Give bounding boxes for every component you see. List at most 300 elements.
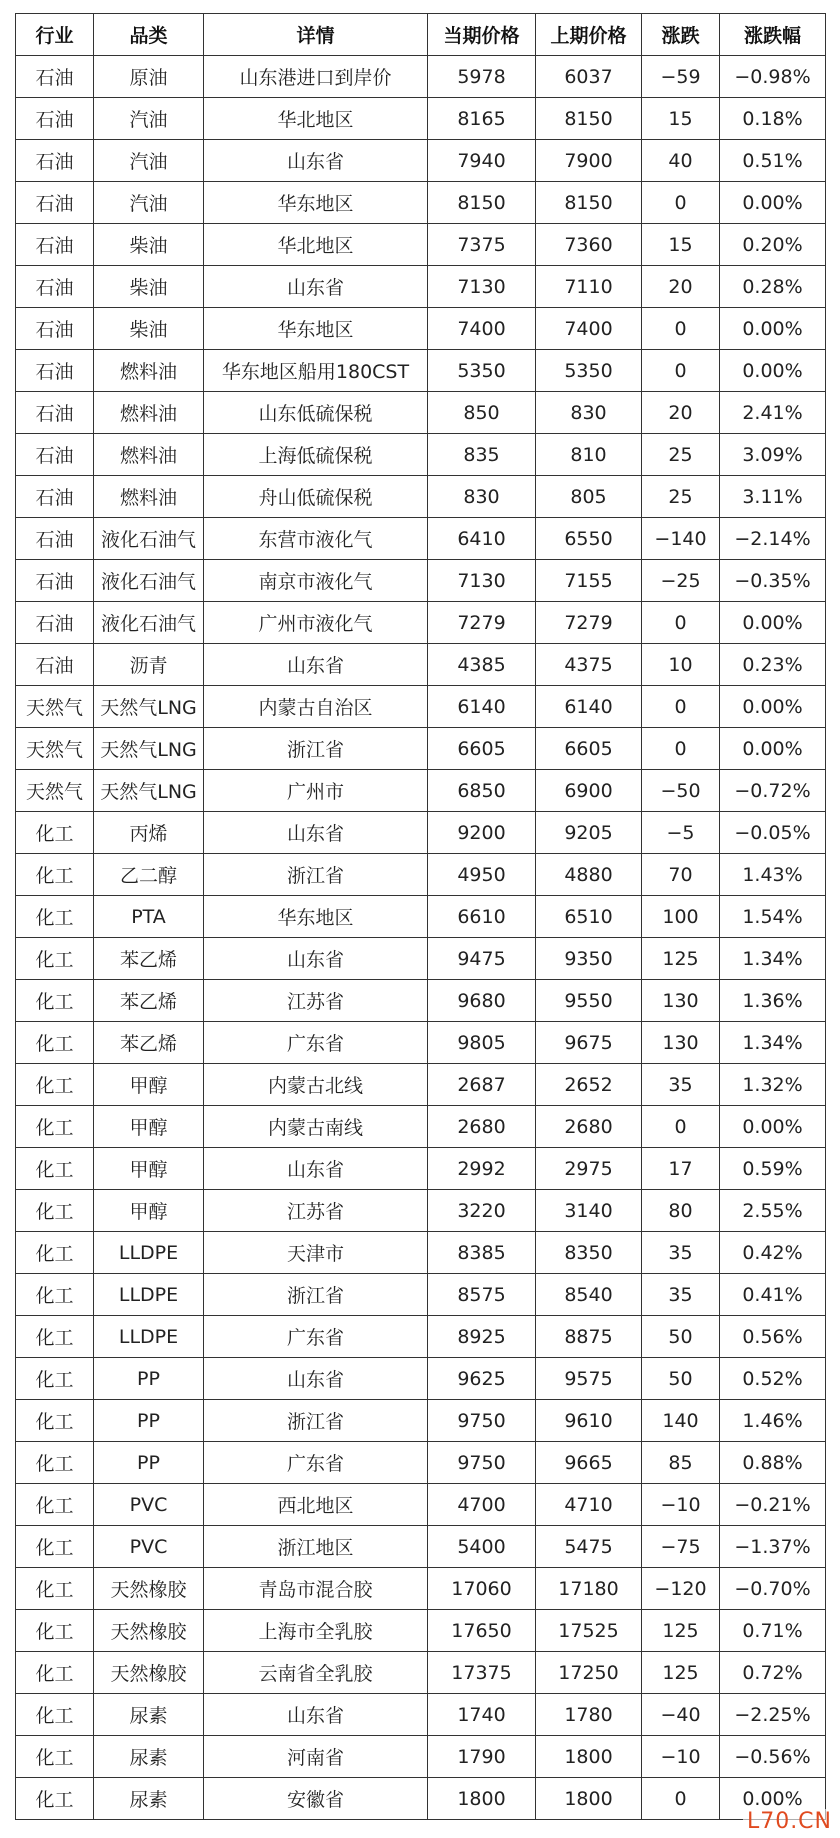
- table-row: [16, 1484, 826, 1526]
- cell-industry: 石油: [16, 182, 94, 224]
- cell-current-price: 4385: [428, 644, 536, 686]
- cell-current-price: 5978: [428, 56, 536, 98]
- cell-previous-price: 4710: [536, 1484, 642, 1526]
- cell-category: 苯乙烯: [94, 980, 204, 1022]
- cell-change: 100: [642, 896, 720, 938]
- cell-category: 柴油: [94, 308, 204, 350]
- cell-change-percent: 0.00%: [720, 308, 826, 350]
- cell-change-percent: 0.42%: [720, 1232, 826, 1274]
- cell-current-price: 835: [428, 434, 536, 476]
- cell-industry: 化工: [16, 1064, 94, 1106]
- cell-previous-price: 2975: [536, 1148, 642, 1190]
- cell-category: 苯乙烯: [94, 938, 204, 980]
- table-row: [16, 1022, 826, 1064]
- table-row: [16, 896, 826, 938]
- cell-industry: 化工: [16, 1358, 94, 1400]
- table-row: [16, 224, 826, 266]
- table-row: [16, 98, 826, 140]
- cell-category: LLDPE: [94, 1316, 204, 1358]
- cell-current-price: 9680: [428, 980, 536, 1022]
- cell-current-price: 9750: [428, 1400, 536, 1442]
- cell-detail: 云南省全乳胶: [204, 1652, 428, 1694]
- cell-previous-price: 8350: [536, 1232, 642, 1274]
- table-row: [16, 602, 826, 644]
- cell-detail: 内蒙古南线: [204, 1106, 428, 1148]
- cell-change-percent: −1.37%: [720, 1526, 826, 1568]
- cell-previous-price: 7900: [536, 140, 642, 182]
- cell-detail: 天津市: [204, 1232, 428, 1274]
- cell-previous-price: 8875: [536, 1316, 642, 1358]
- cell-change: 125: [642, 938, 720, 980]
- cell-category: 燃料油: [94, 350, 204, 392]
- cell-change-percent: 0.52%: [720, 1358, 826, 1400]
- cell-category: 尿素: [94, 1694, 204, 1736]
- cell-current-price: 8925: [428, 1316, 536, 1358]
- cell-current-price: 9625: [428, 1358, 536, 1400]
- cell-category: 甲醇: [94, 1190, 204, 1232]
- cell-change-percent: −0.56%: [720, 1736, 826, 1778]
- table-row: [16, 1190, 826, 1232]
- cell-change-percent: 0.51%: [720, 140, 826, 182]
- cell-current-price: 6610: [428, 896, 536, 938]
- cell-change-percent: 0.00%: [720, 350, 826, 392]
- table-row: [16, 1232, 826, 1274]
- header-industry: 行业: [16, 14, 94, 56]
- cell-change: 125: [642, 1652, 720, 1694]
- cell-industry: 化工: [16, 1274, 94, 1316]
- cell-previous-price: 4880: [536, 854, 642, 896]
- cell-change: −10: [642, 1484, 720, 1526]
- table-row: [16, 1652, 826, 1694]
- cell-detail: 广东省: [204, 1316, 428, 1358]
- cell-industry: 化工: [16, 1190, 94, 1232]
- cell-industry: 化工: [16, 1148, 94, 1190]
- cell-industry: 化工: [16, 1316, 94, 1358]
- cell-industry: 石油: [16, 56, 94, 98]
- cell-previous-price: 5475: [536, 1526, 642, 1568]
- cell-previous-price: 5350: [536, 350, 642, 392]
- cell-previous-price: 810: [536, 434, 642, 476]
- cell-change: 50: [642, 1358, 720, 1400]
- cell-category: 天然橡胶: [94, 1652, 204, 1694]
- cell-current-price: 6410: [428, 518, 536, 560]
- table-row: [16, 854, 826, 896]
- cell-change: 25: [642, 476, 720, 518]
- cell-industry: 化工: [16, 1778, 94, 1820]
- table-row: [16, 980, 826, 1022]
- cell-category: 天然橡胶: [94, 1610, 204, 1652]
- header-row: [16, 14, 826, 56]
- table-row: [16, 644, 826, 686]
- cell-change: −40: [642, 1694, 720, 1736]
- cell-change: −25: [642, 560, 720, 602]
- cell-current-price: 850: [428, 392, 536, 434]
- cell-change-percent: 1.43%: [720, 854, 826, 896]
- cell-industry: 石油: [16, 392, 94, 434]
- cell-previous-price: 2680: [536, 1106, 642, 1148]
- cell-detail: 华北地区: [204, 224, 428, 266]
- cell-change-percent: −2.25%: [720, 1694, 826, 1736]
- cell-category: 尿素: [94, 1778, 204, 1820]
- cell-detail: 河南省: [204, 1736, 428, 1778]
- cell-change: 140: [642, 1400, 720, 1442]
- cell-current-price: 2680: [428, 1106, 536, 1148]
- cell-current-price: 7279: [428, 602, 536, 644]
- cell-change-percent: −0.21%: [720, 1484, 826, 1526]
- cell-change-percent: 0.20%: [720, 224, 826, 266]
- cell-industry: 石油: [16, 518, 94, 560]
- cell-current-price: 7400: [428, 308, 536, 350]
- cell-change: 0: [642, 308, 720, 350]
- cell-current-price: 4950: [428, 854, 536, 896]
- cell-industry: 石油: [16, 98, 94, 140]
- cell-previous-price: 8150: [536, 182, 642, 224]
- cell-change: 0: [642, 1778, 720, 1820]
- cell-industry: 化工: [16, 1694, 94, 1736]
- cell-current-price: 8150: [428, 182, 536, 224]
- cell-change: 80: [642, 1190, 720, 1232]
- table-row: [16, 1400, 826, 1442]
- cell-industry: 石油: [16, 434, 94, 476]
- cell-change-percent: 0.00%: [720, 602, 826, 644]
- cell-change-percent: 0.59%: [720, 1148, 826, 1190]
- cell-detail: 华东地区: [204, 308, 428, 350]
- table-row: [16, 1442, 826, 1484]
- cell-category: 燃料油: [94, 392, 204, 434]
- table-row: [16, 1358, 826, 1400]
- cell-industry: 石油: [16, 350, 94, 392]
- cell-previous-price: 1800: [536, 1778, 642, 1820]
- cell-category: 汽油: [94, 98, 204, 140]
- cell-change-percent: 0.00%: [720, 728, 826, 770]
- site-watermark: L70.CN: [743, 1809, 836, 1834]
- cell-previous-price: 1780: [536, 1694, 642, 1736]
- cell-change-percent: 0.23%: [720, 644, 826, 686]
- cell-previous-price: 805: [536, 476, 642, 518]
- cell-category: 汽油: [94, 140, 204, 182]
- cell-industry: 化工: [16, 1022, 94, 1064]
- cell-industry: 化工: [16, 980, 94, 1022]
- table-row: [16, 1148, 826, 1190]
- cell-detail: 华北地区: [204, 98, 428, 140]
- cell-detail: 华东地区: [204, 896, 428, 938]
- cell-current-price: 830: [428, 476, 536, 518]
- cell-current-price: 9805: [428, 1022, 536, 1064]
- cell-current-price: 8165: [428, 98, 536, 140]
- cell-current-price: 4700: [428, 1484, 536, 1526]
- cell-detail: 浙江省: [204, 1274, 428, 1316]
- table-row: [16, 476, 826, 518]
- cell-industry: 化工: [16, 812, 94, 854]
- cell-previous-price: 830: [536, 392, 642, 434]
- cell-current-price: 7130: [428, 266, 536, 308]
- cell-change-percent: −0.05%: [720, 812, 826, 854]
- cell-change: 0: [642, 728, 720, 770]
- cell-previous-price: 2652: [536, 1064, 642, 1106]
- cell-category: PP: [94, 1358, 204, 1400]
- cell-change: 130: [642, 980, 720, 1022]
- cell-category: 天然气LNG: [94, 686, 204, 728]
- cell-change: 0: [642, 350, 720, 392]
- price-table-container: [15, 13, 825, 1820]
- cell-change: 0: [642, 602, 720, 644]
- cell-change-percent: 2.41%: [720, 392, 826, 434]
- cell-change-percent: 1.34%: [720, 1022, 826, 1064]
- table-row: [16, 56, 826, 98]
- table-row: [16, 1610, 826, 1652]
- cell-previous-price: 6037: [536, 56, 642, 98]
- cell-change: 0: [642, 182, 720, 224]
- cell-detail: 广州市: [204, 770, 428, 812]
- cell-category: 燃料油: [94, 476, 204, 518]
- cell-detail: 山东港进口到岸价: [204, 56, 428, 98]
- cell-current-price: 5350: [428, 350, 536, 392]
- cell-change-percent: 0.00%: [720, 1778, 826, 1820]
- cell-detail: 南京市液化气: [204, 560, 428, 602]
- cell-current-price: 2687: [428, 1064, 536, 1106]
- cell-category: PVC: [94, 1526, 204, 1568]
- cell-change: 17: [642, 1148, 720, 1190]
- table-row: [16, 1106, 826, 1148]
- table-row: [16, 518, 826, 560]
- cell-current-price: 8385: [428, 1232, 536, 1274]
- cell-industry: 化工: [16, 1652, 94, 1694]
- cell-change: 40: [642, 140, 720, 182]
- cell-change: 50: [642, 1316, 720, 1358]
- cell-detail: 内蒙古北线: [204, 1064, 428, 1106]
- cell-category: 液化石油气: [94, 602, 204, 644]
- cell-category: 液化石油气: [94, 560, 204, 602]
- cell-previous-price: 4375: [536, 644, 642, 686]
- cell-change: −140: [642, 518, 720, 560]
- cell-previous-price: 1800: [536, 1736, 642, 1778]
- cell-current-price: 9200: [428, 812, 536, 854]
- cell-current-price: 7130: [428, 560, 536, 602]
- cell-previous-price: 9610: [536, 1400, 642, 1442]
- cell-current-price: 5400: [428, 1526, 536, 1568]
- cell-change-percent: −0.98%: [720, 56, 826, 98]
- cell-industry: 天然气: [16, 728, 94, 770]
- table-row: [16, 182, 826, 224]
- cell-previous-price: 7110: [536, 266, 642, 308]
- cell-category: 苯乙烯: [94, 1022, 204, 1064]
- cell-previous-price: 6900: [536, 770, 642, 812]
- table-row: [16, 1568, 826, 1610]
- cell-industry: 化工: [16, 1568, 94, 1610]
- table-row: [16, 434, 826, 476]
- table-row: [16, 392, 826, 434]
- cell-detail: 山东省: [204, 938, 428, 980]
- cell-detail: 江苏省: [204, 1190, 428, 1232]
- cell-detail: 浙江地区: [204, 1526, 428, 1568]
- cell-category: LLDPE: [94, 1232, 204, 1274]
- cell-change: −75: [642, 1526, 720, 1568]
- cell-industry: 化工: [16, 854, 94, 896]
- cell-industry: 化工: [16, 1736, 94, 1778]
- cell-previous-price: 9575: [536, 1358, 642, 1400]
- cell-current-price: 3220: [428, 1190, 536, 1232]
- cell-change-percent: 2.55%: [720, 1190, 826, 1232]
- cell-industry: 石油: [16, 476, 94, 518]
- header-change: 涨跌: [642, 14, 720, 56]
- cell-detail: 山东省: [204, 1148, 428, 1190]
- cell-detail: 浙江省: [204, 854, 428, 896]
- table-row: [16, 728, 826, 770]
- cell-change-percent: 3.11%: [720, 476, 826, 518]
- cell-change: 15: [642, 98, 720, 140]
- cell-change-percent: −2.14%: [720, 518, 826, 560]
- cell-category: 汽油: [94, 182, 204, 224]
- cell-industry: 天然气: [16, 770, 94, 812]
- cell-current-price: 9475: [428, 938, 536, 980]
- cell-change-percent: 1.46%: [720, 1400, 826, 1442]
- cell-industry: 石油: [16, 602, 94, 644]
- cell-detail: 舟山低硫保税: [204, 476, 428, 518]
- cell-previous-price: 9665: [536, 1442, 642, 1484]
- cell-category: 乙二醇: [94, 854, 204, 896]
- cell-previous-price: 9350: [536, 938, 642, 980]
- cell-current-price: 9750: [428, 1442, 536, 1484]
- cell-category: 甲醇: [94, 1106, 204, 1148]
- cell-current-price: 7940: [428, 140, 536, 182]
- cell-category: 尿素: [94, 1736, 204, 1778]
- cell-detail: 安徽省: [204, 1778, 428, 1820]
- cell-category: 柴油: [94, 266, 204, 308]
- cell-detail: 浙江省: [204, 728, 428, 770]
- cell-change: 0: [642, 686, 720, 728]
- table-row: [16, 140, 826, 182]
- cell-change-percent: 0.41%: [720, 1274, 826, 1316]
- cell-previous-price: 6605: [536, 728, 642, 770]
- cell-current-price: 1740: [428, 1694, 536, 1736]
- cell-change-percent: 0.72%: [720, 1652, 826, 1694]
- cell-detail: 西北地区: [204, 1484, 428, 1526]
- cell-detail: 广东省: [204, 1442, 428, 1484]
- cell-change-percent: 0.00%: [720, 686, 826, 728]
- cell-change-percent: 1.34%: [720, 938, 826, 980]
- cell-detail: 广东省: [204, 1022, 428, 1064]
- table-row: [16, 1526, 826, 1568]
- cell-change-percent: 0.18%: [720, 98, 826, 140]
- cell-category: PVC: [94, 1484, 204, 1526]
- cell-current-price: 1790: [428, 1736, 536, 1778]
- cell-category: PTA: [94, 896, 204, 938]
- cell-industry: 化工: [16, 1442, 94, 1484]
- cell-detail: 江苏省: [204, 980, 428, 1022]
- cell-industry: 化工: [16, 1526, 94, 1568]
- header-current-price: 当期价格: [428, 14, 536, 56]
- cell-category: 沥青: [94, 644, 204, 686]
- cell-change-percent: −0.72%: [720, 770, 826, 812]
- cell-change: 25: [642, 434, 720, 476]
- cell-change-percent: 0.56%: [720, 1316, 826, 1358]
- table-row: [16, 1064, 826, 1106]
- header-detail: 详情: [204, 14, 428, 56]
- cell-change: −120: [642, 1568, 720, 1610]
- cell-previous-price: 7360: [536, 224, 642, 266]
- cell-change: 35: [642, 1064, 720, 1106]
- cell-current-price: 6140: [428, 686, 536, 728]
- header-category: 品类: [94, 14, 204, 56]
- table-row: [16, 350, 826, 392]
- cell-detail: 青岛市混合胶: [204, 1568, 428, 1610]
- cell-previous-price: 3140: [536, 1190, 642, 1232]
- cell-change: −5: [642, 812, 720, 854]
- cell-industry: 化工: [16, 1610, 94, 1652]
- cell-current-price: 6605: [428, 728, 536, 770]
- cell-category: 燃料油: [94, 434, 204, 476]
- cell-change-percent: 1.54%: [720, 896, 826, 938]
- cell-change: 35: [642, 1274, 720, 1316]
- cell-previous-price: 9205: [536, 812, 642, 854]
- header-change-percent: 涨跌幅: [720, 14, 826, 56]
- cell-change: −59: [642, 56, 720, 98]
- cell-detail: 广州市液化气: [204, 602, 428, 644]
- cell-change: 15: [642, 224, 720, 266]
- cell-previous-price: 6140: [536, 686, 642, 728]
- cell-category: PP: [94, 1400, 204, 1442]
- table-row: [16, 1316, 826, 1358]
- table-row: [16, 686, 826, 728]
- cell-category: PP: [94, 1442, 204, 1484]
- cell-change-percent: 3.09%: [720, 434, 826, 476]
- cell-previous-price: 8540: [536, 1274, 642, 1316]
- cell-industry: 石油: [16, 560, 94, 602]
- cell-detail: 山东省: [204, 140, 428, 182]
- cell-previous-price: 17250: [536, 1652, 642, 1694]
- cell-change-percent: 0.00%: [720, 182, 826, 224]
- cell-detail: 山东省: [204, 1358, 428, 1400]
- header-previous-price: 上期价格: [536, 14, 642, 56]
- table-row: [16, 770, 826, 812]
- table-body: [16, 56, 826, 1820]
- cell-industry: 化工: [16, 1400, 94, 1442]
- table-row: [16, 1694, 826, 1736]
- cell-previous-price: 7400: [536, 308, 642, 350]
- cell-industry: 化工: [16, 896, 94, 938]
- cell-change-percent: 1.32%: [720, 1064, 826, 1106]
- cell-category: 天然气LNG: [94, 728, 204, 770]
- cell-category: LLDPE: [94, 1274, 204, 1316]
- cell-industry: 石油: [16, 266, 94, 308]
- cell-change: −50: [642, 770, 720, 812]
- table-row: [16, 938, 826, 980]
- table-row: [16, 266, 826, 308]
- cell-change: 0: [642, 1106, 720, 1148]
- cell-category: 柴油: [94, 224, 204, 266]
- cell-category: 液化石油气: [94, 518, 204, 560]
- cell-current-price: 2992: [428, 1148, 536, 1190]
- cell-industry: 化工: [16, 1106, 94, 1148]
- cell-industry: 石油: [16, 224, 94, 266]
- cell-change-percent: 0.71%: [720, 1610, 826, 1652]
- table-row: [16, 560, 826, 602]
- cell-category: 原油: [94, 56, 204, 98]
- cell-change: 35: [642, 1232, 720, 1274]
- cell-previous-price: 17180: [536, 1568, 642, 1610]
- cell-category: 甲醇: [94, 1148, 204, 1190]
- cell-industry: 化工: [16, 938, 94, 980]
- cell-current-price: 8575: [428, 1274, 536, 1316]
- cell-previous-price: 17525: [536, 1610, 642, 1652]
- cell-industry: 化工: [16, 1232, 94, 1274]
- cell-change: 20: [642, 392, 720, 434]
- cell-current-price: 17060: [428, 1568, 536, 1610]
- cell-detail: 山东省: [204, 1694, 428, 1736]
- cell-current-price: 17650: [428, 1610, 536, 1652]
- cell-detail: 山东低硫保税: [204, 392, 428, 434]
- cell-category: 天然气LNG: [94, 770, 204, 812]
